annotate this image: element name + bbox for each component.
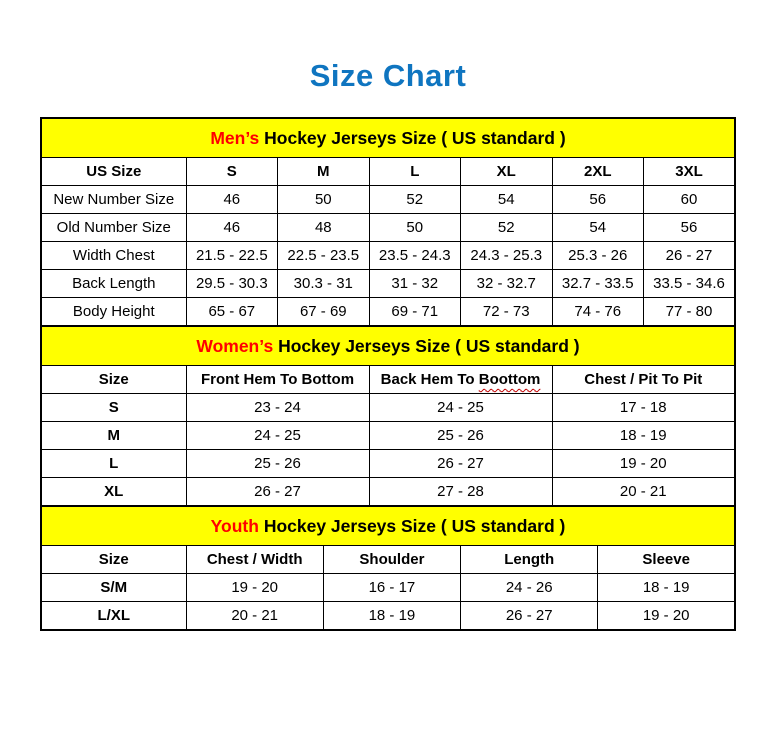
womens-section-title xyxy=(41,326,735,366)
table-row xyxy=(41,270,735,298)
row-label: Back Length xyxy=(41,270,186,298)
value-cell: 22.5 - 23.5 xyxy=(278,242,369,270)
column-header: Front Hem To Bottom xyxy=(186,366,369,394)
table-row xyxy=(41,242,735,270)
column-header: Shoulder xyxy=(323,546,460,574)
value-cell: 27 - 28 xyxy=(369,478,552,507)
table-row xyxy=(41,298,735,327)
column-header: US Size xyxy=(41,158,186,186)
youth-section-header xyxy=(41,506,735,546)
misspelled-word-wavy-underline: Boottom xyxy=(478,371,541,388)
row-label: XL xyxy=(41,478,186,507)
value-cell: 29.5 - 30.3 xyxy=(186,270,277,298)
value-cell: 50 xyxy=(278,186,369,214)
row-label: Width Chest xyxy=(41,242,186,270)
youth-highlight-text: Youth xyxy=(210,515,259,536)
row-label: L xyxy=(41,450,186,478)
column-header: 2XL xyxy=(552,158,643,186)
value-cell: 48 xyxy=(278,214,369,242)
value-cell: 23.5 - 24.3 xyxy=(369,242,460,270)
row-label: Body Height xyxy=(41,298,186,327)
column-header: Size xyxy=(41,546,186,574)
value-cell: 26 - 27 xyxy=(461,602,598,631)
mens-highlight-text: Men’s xyxy=(210,127,260,148)
value-cell: 20 - 21 xyxy=(552,478,735,507)
value-cell: 52 xyxy=(369,186,460,214)
youth-section-title xyxy=(41,506,735,546)
table-row xyxy=(41,366,735,394)
value-cell: 16 - 17 xyxy=(323,574,460,602)
table-row xyxy=(41,574,735,602)
mens-section-header xyxy=(41,118,735,158)
value-cell: 65 - 67 xyxy=(186,298,277,327)
value-cell: 60 xyxy=(643,186,735,214)
value-cell: 52 xyxy=(461,214,552,242)
value-cell: 18 - 19 xyxy=(323,602,460,631)
value-cell: 17 - 18 xyxy=(552,394,735,422)
value-cell: 46 xyxy=(186,186,277,214)
row-label: S xyxy=(41,394,186,422)
value-cell: 69 - 71 xyxy=(369,298,460,327)
youth-title-rest: Hockey Jerseys Size ( US standard ) xyxy=(263,515,566,536)
table-row xyxy=(41,158,735,186)
table-row xyxy=(41,394,735,422)
value-cell: 24 - 25 xyxy=(369,394,552,422)
column-header: L xyxy=(369,158,460,186)
womens-section-header xyxy=(41,326,735,366)
value-cell: 19 - 20 xyxy=(552,450,735,478)
row-label: S/M xyxy=(41,574,186,602)
value-cell: 25 - 26 xyxy=(186,450,369,478)
value-cell: 46 xyxy=(186,214,277,242)
value-cell: 23 - 24 xyxy=(186,394,369,422)
value-cell: 25 - 26 xyxy=(369,422,552,450)
value-cell: 31 - 32 xyxy=(369,270,460,298)
value-cell: 24.3 - 25.3 xyxy=(461,242,552,270)
value-cell: 19 - 20 xyxy=(598,602,735,631)
table-row xyxy=(41,450,735,478)
column-header: XL xyxy=(461,158,552,186)
table-row xyxy=(41,546,735,574)
mens-title-rest: Hockey Jerseys Size ( US standard ) xyxy=(264,127,566,148)
misspelled-header-prefix: Back Hem To xyxy=(380,371,475,388)
row-label: New Number Size xyxy=(41,186,186,214)
column-header-misspelled xyxy=(369,366,552,394)
row-label: Old Number Size xyxy=(41,214,186,242)
table-row xyxy=(41,602,735,631)
value-cell: 54 xyxy=(461,186,552,214)
value-cell: 72 - 73 xyxy=(461,298,552,327)
value-cell: 32 - 32.7 xyxy=(461,270,552,298)
column-header: Chest / Pit To Pit xyxy=(552,366,735,394)
value-cell: 24 - 25 xyxy=(186,422,369,450)
column-header: S xyxy=(186,158,277,186)
value-cell: 67 - 69 xyxy=(278,298,369,327)
table-row xyxy=(41,214,735,242)
table-row xyxy=(41,186,735,214)
table-row xyxy=(41,478,735,507)
value-cell: 18 - 19 xyxy=(598,574,735,602)
column-header: 3XL xyxy=(643,158,735,186)
row-label: M xyxy=(41,422,186,450)
column-header: M xyxy=(278,158,369,186)
value-cell: 26 - 27 xyxy=(186,478,369,507)
column-header: Chest / Width xyxy=(186,546,323,574)
column-header: Sleeve xyxy=(598,546,735,574)
value-cell: 74 - 76 xyxy=(552,298,643,327)
value-cell: 26 - 27 xyxy=(643,242,735,270)
womens-size-table xyxy=(40,325,736,507)
table-row xyxy=(41,422,735,450)
value-cell: 24 - 26 xyxy=(461,574,598,602)
value-cell: 77 - 80 xyxy=(643,298,735,327)
value-cell: 33.5 - 34.6 xyxy=(643,270,735,298)
value-cell: 56 xyxy=(552,186,643,214)
womens-title-rest: Hockey Jerseys Size ( US standard ) xyxy=(278,335,580,356)
page-title: Size Chart xyxy=(309,58,467,93)
column-header: Size xyxy=(41,366,186,394)
value-cell: 25.3 - 26 xyxy=(552,242,643,270)
value-cell: 20 - 21 xyxy=(186,602,323,631)
mens-section-title xyxy=(41,118,735,158)
value-cell: 21.5 - 22.5 xyxy=(186,242,277,270)
column-header: Length xyxy=(461,546,598,574)
value-cell: 30.3 - 31 xyxy=(278,270,369,298)
value-cell: 50 xyxy=(369,214,460,242)
value-cell: 26 - 27 xyxy=(369,450,552,478)
youth-size-table xyxy=(40,505,736,631)
value-cell: 56 xyxy=(643,214,735,242)
value-cell: 18 - 19 xyxy=(552,422,735,450)
row-label: L/XL xyxy=(41,602,186,631)
mens-size-table xyxy=(40,117,736,327)
value-cell: 19 - 20 xyxy=(186,574,323,602)
womens-highlight-text: Women’s xyxy=(196,335,274,356)
value-cell: 54 xyxy=(552,214,643,242)
value-cell: 32.7 - 33.5 xyxy=(552,270,643,298)
